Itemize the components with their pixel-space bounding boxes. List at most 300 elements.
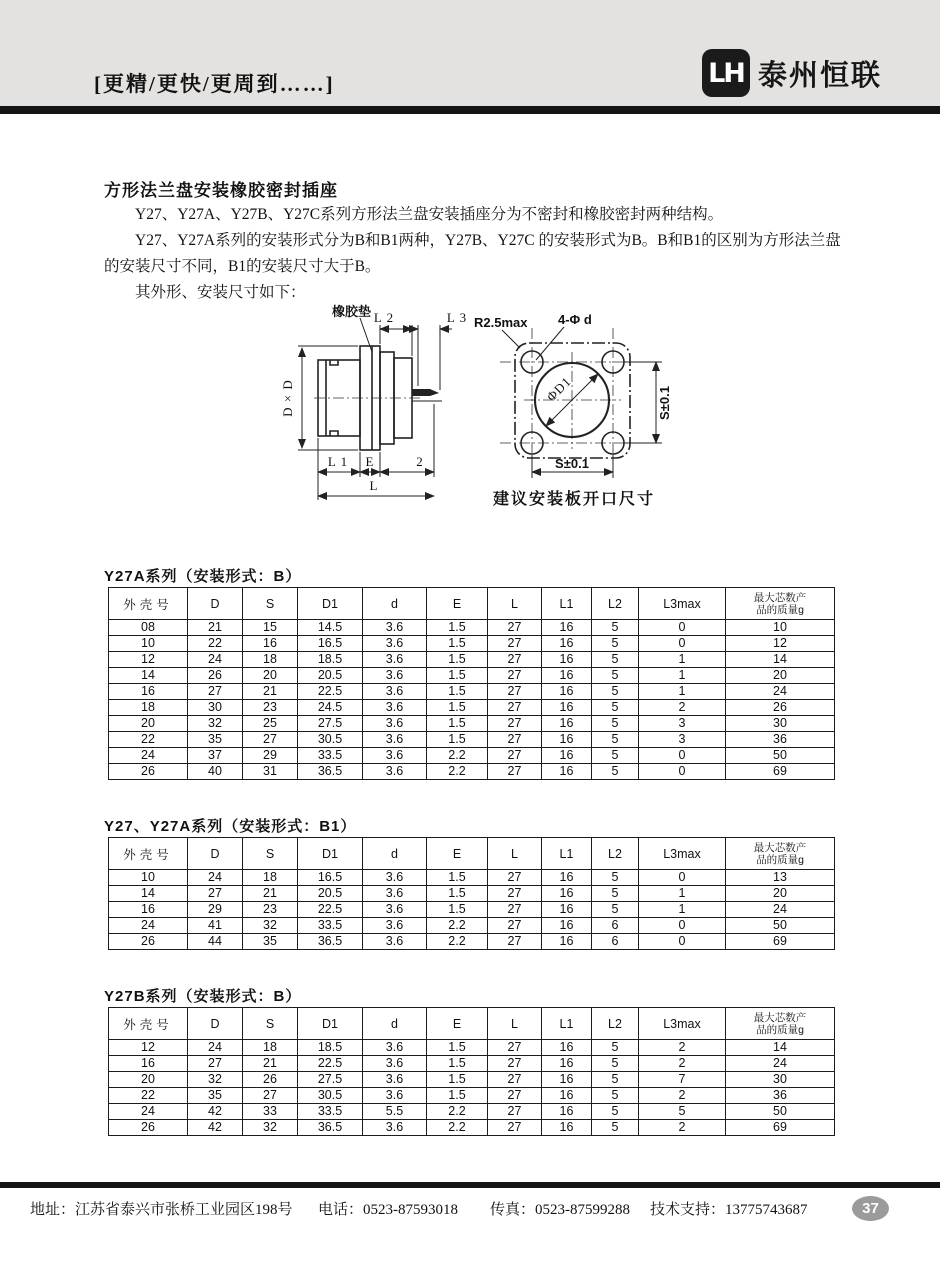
table-cell: 50 (726, 1104, 835, 1120)
table-cell: 3.6 (363, 764, 427, 780)
column-header: E (427, 838, 488, 870)
column-header-label: 最大芯数产品的质量g (753, 591, 807, 616)
table-cell: 33.5 (298, 748, 363, 764)
table-row (109, 1040, 835, 1056)
column-header: L3max (639, 588, 726, 620)
table-row (109, 748, 835, 764)
table-cell: 5 (592, 1072, 639, 1088)
table-cell: 21 (188, 620, 243, 636)
header-slogan: [更精/更快/更周到……] (94, 72, 335, 96)
table-cell: 5 (592, 652, 639, 668)
table-cell: 18.5 (298, 1040, 363, 1056)
table-cell: 29 (243, 748, 298, 764)
table-cell: 5 (592, 886, 639, 902)
table-cell: 69 (726, 764, 835, 780)
table-cell: 7 (639, 1072, 726, 1088)
table-cell: 10 (109, 870, 188, 886)
table-cell: 2 (639, 1088, 726, 1104)
column-header: D1 (298, 838, 363, 870)
table-cell: 27 (488, 684, 542, 700)
table-row (109, 716, 835, 732)
table-row (109, 620, 835, 636)
table-cell: 3.6 (363, 1056, 427, 1072)
table-cell: 1.5 (427, 1056, 488, 1072)
table-cell: 16 (542, 700, 592, 716)
column-header: d (363, 588, 427, 620)
table-cell: 32 (243, 918, 298, 934)
table-cell: 18 (243, 652, 298, 668)
table-cell: 16 (542, 620, 592, 636)
table-cell: 5 (592, 748, 639, 764)
table-cell: 3.6 (363, 652, 427, 668)
table-row (109, 1104, 835, 1120)
table-cell: 36 (726, 732, 835, 748)
table-cell: 2 (639, 1056, 726, 1072)
table-cell: 16 (542, 748, 592, 764)
table-cell: 22 (109, 732, 188, 748)
radius-label: R2.5max (474, 315, 528, 330)
table-cell: 42 (188, 1120, 243, 1136)
footer-divider (0, 1182, 940, 1188)
table-cell: 1 (639, 652, 726, 668)
table-cell: 14.5 (298, 620, 363, 636)
table-row (109, 732, 835, 748)
table-cell: 50 (726, 918, 835, 934)
column-header: D (188, 1008, 243, 1040)
table-cell: 24 (188, 652, 243, 668)
footer-tech-support: 技术支持：13775743687 (650, 1202, 808, 1218)
table-title-y27-y27a-b1: Y27、Y27A系列（安装形式：B1） (104, 818, 357, 835)
table-cell: 27 (488, 732, 542, 748)
table-cell: 3.6 (363, 886, 427, 902)
table-cell: 16 (109, 902, 188, 918)
table-cell: 3.6 (363, 732, 427, 748)
table-cell: 21 (243, 886, 298, 902)
table-cell: 32 (188, 1072, 243, 1088)
table-cell: 27.5 (298, 716, 363, 732)
table-cell: 24 (726, 684, 835, 700)
gasket-label: 橡胶垫 (332, 304, 372, 319)
table-cell: 24 (188, 870, 243, 886)
table-cell: 5 (592, 636, 639, 652)
table-cell: 36.5 (298, 1120, 363, 1136)
table-cell: 69 (726, 1120, 835, 1136)
table-cell: 2.2 (427, 1104, 488, 1120)
table-cell: 5 (592, 1040, 639, 1056)
table-cell: 2 (639, 1040, 726, 1056)
column-header: d (363, 838, 427, 870)
table-cell: 27 (188, 886, 243, 902)
table-cell: 35 (243, 934, 298, 950)
table-cell: 3.6 (363, 1072, 427, 1088)
table-cell: 1.5 (427, 870, 488, 886)
table-cell: 16.5 (298, 870, 363, 886)
table-row (109, 636, 835, 652)
column-header: S (243, 838, 298, 870)
table-cell: 24 (109, 1104, 188, 1120)
table-cell: 27 (488, 668, 542, 684)
section-title: 方形法兰盘安装橡胶密封插座 (104, 181, 338, 200)
table-row (109, 700, 835, 716)
table-cell: 27 (488, 652, 542, 668)
dim-label-l3: L 3 (446, 310, 468, 325)
table-cell: 08 (109, 620, 188, 636)
table-cell: 1 (639, 684, 726, 700)
table-cell: 26 (243, 1072, 298, 1088)
table-cell: 18 (243, 1040, 298, 1056)
table-cell: 3.6 (363, 870, 427, 886)
table-cell: 16 (542, 764, 592, 780)
column-header: 外壳号 (109, 588, 188, 620)
table-cell: 0 (639, 764, 726, 780)
table-cell: 20 (243, 668, 298, 684)
table-cell: 27 (488, 764, 542, 780)
table-cell: 12 (109, 652, 188, 668)
table-cell: 16 (109, 1056, 188, 1072)
table-cell: 5 (592, 1120, 639, 1136)
paragraph: Y27、Y27A、Y27B、Y27C系列方形法兰盘安装插座分为不密封和橡胶密封两种结构。 (135, 206, 724, 223)
table-cell: 1 (639, 886, 726, 902)
footer-phone: 电话：0523-87593018 (318, 1202, 458, 1218)
table-cell: 5 (592, 1056, 639, 1072)
table-cell: 27.5 (298, 1072, 363, 1088)
table-cell: 33.5 (298, 1104, 363, 1120)
table-cell: 3.6 (363, 748, 427, 764)
table-cell: 23 (243, 700, 298, 716)
table-row (109, 652, 835, 668)
table-row (109, 902, 835, 918)
company-logo-icon: LH (702, 49, 750, 97)
table-cell: 16 (542, 1056, 592, 1072)
table-cell: 5 (592, 870, 639, 886)
table-row (109, 1072, 835, 1088)
table-row (109, 918, 835, 934)
table-cell: 32 (188, 716, 243, 732)
table-cell: 2.2 (427, 1120, 488, 1136)
table-cell: 26 (109, 934, 188, 950)
table-cell: 1.5 (427, 684, 488, 700)
table-row (109, 668, 835, 684)
front-view-drawing (472, 310, 697, 510)
column-header: D (188, 838, 243, 870)
table-cell: 27 (488, 1072, 542, 1088)
column-header: D1 (298, 1008, 363, 1040)
table-cell: 36.5 (298, 934, 363, 950)
table-cell: 30 (188, 700, 243, 716)
column-header: L1 (542, 588, 592, 620)
table-cell: 27 (488, 1088, 542, 1104)
table-cell: 5 (592, 732, 639, 748)
table-cell: 16 (542, 934, 592, 950)
table-cell: 2 (639, 700, 726, 716)
column-header: S (243, 588, 298, 620)
column-header: L2 (592, 838, 639, 870)
column-header: E (427, 588, 488, 620)
table-cell: 1.5 (427, 636, 488, 652)
table-header-row (109, 838, 835, 870)
table-cell: 37 (188, 748, 243, 764)
dim-label-s-vertical: S±0.1 (657, 386, 672, 420)
table-cell: 1.5 (427, 652, 488, 668)
table-row (109, 886, 835, 902)
table-cell: 36 (726, 1088, 835, 1104)
table-cell: 5 (592, 764, 639, 780)
table-cell: 27 (488, 886, 542, 902)
dim-label-l: L (369, 478, 379, 493)
table-cell: 16 (542, 652, 592, 668)
table-cell: 50 (726, 748, 835, 764)
table-cell: 20 (726, 886, 835, 902)
table-cell: 35 (188, 732, 243, 748)
table-cell: 40 (188, 764, 243, 780)
table-cell: 33.5 (298, 918, 363, 934)
table-cell: 16 (542, 684, 592, 700)
table-cell: 22 (188, 636, 243, 652)
table-cell: 6 (592, 918, 639, 934)
table-cell: 44 (188, 934, 243, 950)
page-header (0, 0, 940, 106)
table-cell: 3.6 (363, 716, 427, 732)
table-cell: 27 (488, 934, 542, 950)
dim-label-l2: L 2 (373, 310, 395, 325)
table-cell: 27 (488, 748, 542, 764)
table-row (109, 684, 835, 700)
table-cell: 33 (243, 1104, 298, 1120)
column-header: L (488, 838, 542, 870)
table-cell: 27 (488, 716, 542, 732)
column-header: L (488, 1008, 542, 1040)
brand-block (702, 48, 882, 98)
table-cell: 6 (592, 934, 639, 950)
column-header: 外壳号 (109, 838, 188, 870)
table-cell: 16 (542, 886, 592, 902)
front-view-caption: 建议安装板开口尺寸 (492, 491, 656, 508)
table-cell: 0 (639, 870, 726, 886)
table-cell: 35 (188, 1088, 243, 1104)
table-cell: 3.6 (363, 1040, 427, 1056)
table-cell: 22.5 (298, 902, 363, 918)
table-cell: 25 (243, 716, 298, 732)
spec-table-y27b-b (108, 1007, 835, 1136)
table-cell: 24 (188, 1040, 243, 1056)
table-cell: 27 (488, 1040, 542, 1056)
table-cell: 10 (109, 636, 188, 652)
table-cell: 3 (639, 732, 726, 748)
table-cell: 32 (243, 1120, 298, 1136)
table-cell: 1.5 (427, 1072, 488, 1088)
column-header: D1 (298, 588, 363, 620)
column-header: L3max (639, 838, 726, 870)
contact-pin (412, 389, 439, 396)
dim-label-2: 2 (416, 454, 424, 469)
table-cell: 1.5 (427, 620, 488, 636)
table-cell: 5 (639, 1104, 726, 1120)
table-cell: 18 (109, 700, 188, 716)
dim-label-e: E (365, 454, 375, 469)
table-cell: 16 (542, 716, 592, 732)
table-cell: 1.5 (427, 700, 488, 716)
table-cell: 27 (488, 636, 542, 652)
table-cell: 24 (109, 918, 188, 934)
table-cell: 10 (726, 620, 835, 636)
column-header: d (363, 1008, 427, 1040)
page-number-badge: 37 (852, 1196, 889, 1221)
table-cell: 5 (592, 668, 639, 684)
table-cell: 27 (188, 684, 243, 700)
table-cell: 0 (639, 748, 726, 764)
table-cell: 1.5 (427, 1088, 488, 1104)
table-cell: 30.5 (298, 732, 363, 748)
table-cell: 24 (726, 1056, 835, 1072)
table-cell: 16 (542, 1120, 592, 1136)
table-cell: 3.6 (363, 1120, 427, 1136)
table-cell: 27 (243, 732, 298, 748)
table-cell: 31 (243, 764, 298, 780)
table-cell: 27 (243, 1088, 298, 1104)
table-cell: 16 (542, 1088, 592, 1104)
table-cell: 14 (109, 886, 188, 902)
table-cell: 16 (243, 636, 298, 652)
table-cell: 20.5 (298, 668, 363, 684)
table-cell: 27 (488, 918, 542, 934)
column-header: L2 (592, 1008, 639, 1040)
table-cell: 16 (542, 902, 592, 918)
table-header-row (109, 588, 835, 620)
table-cell: 1 (639, 668, 726, 684)
table-cell: 13 (726, 870, 835, 886)
table-cell: 42 (188, 1104, 243, 1120)
column-header: 外壳号 (109, 1008, 188, 1040)
table-cell: 27 (488, 870, 542, 886)
table-cell: 3.6 (363, 902, 427, 918)
table-cell: 16 (542, 918, 592, 934)
table-cell: 3 (639, 716, 726, 732)
table-row (109, 1088, 835, 1104)
table-cell: 30 (726, 716, 835, 732)
table-title-y27b-b: Y27B系列（安装形式：B） (104, 988, 302, 1005)
table-cell: 1.5 (427, 1040, 488, 1056)
table-cell: 26 (109, 764, 188, 780)
holes-label: 4-Φ d (558, 312, 592, 327)
table-cell: 16 (542, 870, 592, 886)
table-cell: 14 (726, 652, 835, 668)
table-cell: 41 (188, 918, 243, 934)
table-cell: 16 (542, 1104, 592, 1120)
table-cell: 14 (726, 1040, 835, 1056)
table-cell: 16 (542, 636, 592, 652)
dim-label-l1: L 1 (327, 454, 349, 469)
company-name: 泰州恒联 (757, 59, 882, 92)
table-cell: 22.5 (298, 684, 363, 700)
table-row (109, 1120, 835, 1136)
column-header: L1 (542, 838, 592, 870)
table-cell: 12 (109, 1040, 188, 1056)
table-cell: 22.5 (298, 1056, 363, 1072)
dim-label-dxd: D × D (280, 379, 295, 417)
table-cell: 5 (592, 620, 639, 636)
table-cell: 21 (243, 684, 298, 700)
table-cell: 27 (488, 1120, 542, 1136)
table-cell: 20 (726, 668, 835, 684)
column-header (726, 1008, 835, 1040)
table-cell: 0 (639, 636, 726, 652)
table-cell: 5 (592, 700, 639, 716)
table-cell: 69 (726, 934, 835, 950)
table-cell: 2.2 (427, 748, 488, 764)
paragraph: Y27、Y27A系列的安装形式分为B和B1两种，Y27B、Y27C 的安装形式为B。B和B1的区别为方形法兰盘的安装尺寸不同，B1的安装尺寸大于B。 (104, 232, 841, 275)
table-cell: 5 (592, 902, 639, 918)
table-cell: 12 (726, 636, 835, 652)
table-row (109, 764, 835, 780)
table-cell: 16 (542, 1072, 592, 1088)
table-cell: 3.6 (363, 918, 427, 934)
table-cell: 27 (488, 620, 542, 636)
table-cell: 15 (243, 620, 298, 636)
table-cell: 3.6 (363, 934, 427, 950)
table-cell: 1.5 (427, 902, 488, 918)
column-header-label: 最大芯数产品的质量g (753, 841, 807, 866)
table-cell: 5 (592, 684, 639, 700)
footer-fax: 传真：0523-87599288 (490, 1202, 630, 1218)
table-cell: 14 (109, 668, 188, 684)
table-cell: 1.5 (427, 716, 488, 732)
table-cell: 3.6 (363, 700, 427, 716)
column-header (726, 838, 835, 870)
table-cell: 1.5 (427, 886, 488, 902)
table-cell: 26 (109, 1120, 188, 1136)
column-header: E (427, 1008, 488, 1040)
table-cell: 16 (542, 732, 592, 748)
column-header: L2 (592, 588, 639, 620)
column-header-label: 最大芯数产品的质量g (753, 1011, 807, 1036)
table-cell: 5.5 (363, 1104, 427, 1120)
column-header (726, 588, 835, 620)
table-cell: 27 (488, 902, 542, 918)
table-cell: 18.5 (298, 652, 363, 668)
table-cell: 20.5 (298, 886, 363, 902)
table-cell: 24 (726, 902, 835, 918)
table-cell: 16 (542, 1040, 592, 1056)
table-cell: 27 (488, 700, 542, 716)
table-cell: 29 (188, 902, 243, 918)
spec-table-y27a-b (108, 587, 835, 780)
table-cell: 26 (726, 700, 835, 716)
paragraph: 其外形、安装尺寸如下： (135, 284, 306, 301)
table-cell: 23 (243, 902, 298, 918)
dim-label-s-horizontal: S±0.1 (555, 456, 589, 471)
column-header: L1 (542, 1008, 592, 1040)
table-cell: 30.5 (298, 1088, 363, 1104)
column-header: L (488, 588, 542, 620)
table-cell: 30 (726, 1072, 835, 1088)
table-cell: 3.6 (363, 620, 427, 636)
table-cell: 3.6 (363, 684, 427, 700)
table-header-row (109, 1008, 835, 1040)
table-cell: 21 (243, 1056, 298, 1072)
table-cell: 24 (109, 748, 188, 764)
table-cell: 2.2 (427, 764, 488, 780)
table-cell: 5 (592, 1104, 639, 1120)
table-row (109, 934, 835, 950)
table-cell: 3.6 (363, 668, 427, 684)
table-cell: 24.5 (298, 700, 363, 716)
table-cell: 1 (639, 902, 726, 918)
table-cell: 16 (109, 684, 188, 700)
table-cell: 36.5 (298, 764, 363, 780)
table-cell: 18 (243, 870, 298, 886)
table-cell: 16.5 (298, 636, 363, 652)
table-cell: 1.5 (427, 668, 488, 684)
